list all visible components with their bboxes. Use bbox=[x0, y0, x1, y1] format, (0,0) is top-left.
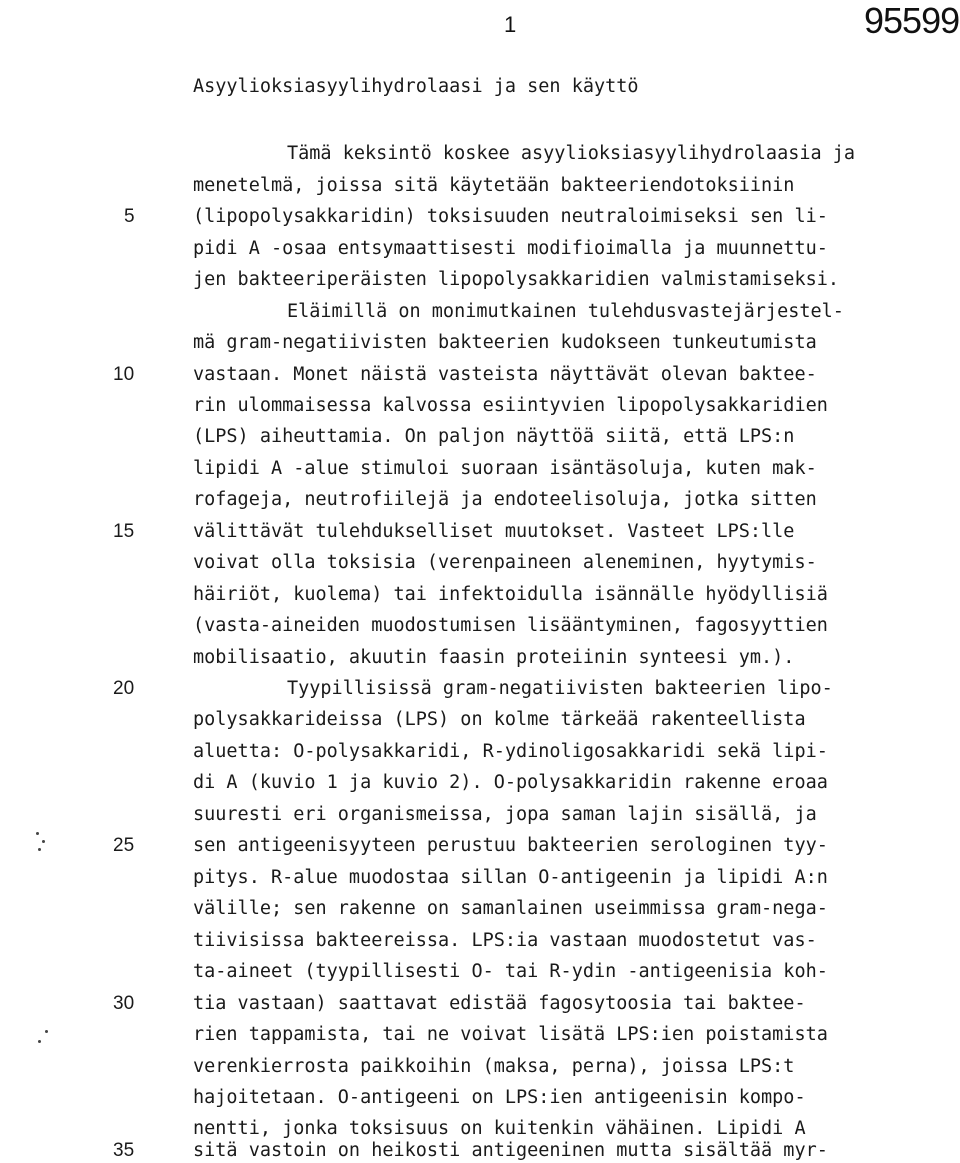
line-number: 15 bbox=[113, 521, 135, 542]
text-line: välittävät tulehdukselliset muutokset. Vasteet LPS:lle bbox=[193, 521, 795, 542]
text-line: voivat olla toksisia (verenpaineen aleneminen, hyytymis- bbox=[193, 552, 817, 573]
line-number: 35 bbox=[113, 1140, 135, 1161]
line-number: 20 bbox=[113, 678, 135, 699]
text-line: hajoitetaan. O-antigeeni on LPS:ien antigeenisin kompo- bbox=[193, 1087, 806, 1108]
text-line: mä gram-negatiivisten bakteerien kudokseen tunkeutumista bbox=[193, 332, 817, 353]
text-line: aluetta: O-polysakkaridi, R-ydinoligosakkaridi sekä lipi- bbox=[193, 741, 828, 762]
scan-speck bbox=[42, 840, 45, 843]
text-line: nentti, jonka toksisuus on kuitenkin vähäinen. Lipidi A bbox=[193, 1118, 806, 1139]
document-number: 95599 bbox=[864, 0, 960, 41]
text-line: rien tappamista, tai ne voivat lisätä LPS:ien poistamista bbox=[193, 1024, 828, 1045]
text-line: (LPS) aiheuttamia. On paljon näyttöä siitä, että LPS:n bbox=[193, 426, 795, 447]
scan-speck bbox=[38, 1040, 41, 1043]
line-number: 25 bbox=[113, 835, 135, 856]
text-line: pidi A -osaa entsymaattisesti modifioimalla ja muunnettu- bbox=[193, 238, 828, 259]
text-line: verenkierrosta paikkoihin (maksa, perna), joissa LPS:t bbox=[193, 1056, 795, 1077]
text-line: Tyypillisissä gram-negatiivisten bakteerien lipo- bbox=[287, 678, 833, 699]
line-number: 5 bbox=[124, 206, 135, 227]
text-line: polysakkarideissa (LPS) on kolme tärkeää rakenteellista bbox=[193, 709, 806, 730]
text-line: (lipopolysakkaridin) toksisuuden neutraloimiseksi sen li- bbox=[193, 206, 828, 227]
text-line: rofageja, neutrofiilejä ja endoteelisoluja, jotka sitten bbox=[193, 489, 817, 510]
text-line: sen antigeenisyyteen perustuu bakteerien serologinen tyy- bbox=[193, 835, 828, 856]
text-line: (vasta-aineiden muodostumisen lisääntyminen, fagosyyttien bbox=[193, 615, 828, 636]
text-line: Eläimillä on monimutkainen tulehdusvastejärjestel- bbox=[287, 301, 844, 322]
text-line: lipidi A -alue stimuloi suoraan isäntäsoluja, kuten mak- bbox=[193, 458, 817, 479]
line-number: 30 bbox=[113, 993, 135, 1014]
text-line: jen bakteeriperäisten lipopolysakkaridien valmistamiseksi. bbox=[193, 269, 840, 290]
text-line: ta-aineet (tyypillisesti O- tai R-ydin -antigeenisia koh- bbox=[193, 961, 828, 982]
scan-speck bbox=[36, 832, 39, 835]
text-line: di A (kuvio 1 ja kuvio 2). O-polysakkaridin rakenne eroaa bbox=[193, 772, 828, 793]
text-line: pitys. R-alue muodostaa sillan O-antigeenin ja lipidi A:n bbox=[193, 867, 828, 888]
text-line: tiivisissa bakteereissa. LPS:ia vastaan muodostetut vas- bbox=[193, 930, 817, 951]
text-line: Tämä keksintö koskee asyylioksiasyylihydrolaasia ja bbox=[287, 143, 856, 164]
text-line: häiriöt, kuolema) tai infektoidulla isännälle hyödyllisiä bbox=[193, 584, 828, 605]
document-title: Asyylioksiasyylihydrolaasi ja sen käyttö bbox=[193, 76, 639, 97]
scan-speck bbox=[38, 848, 41, 851]
text-line: suuresti eri organismeissa, jopa saman lajin sisällä, ja bbox=[193, 804, 817, 825]
text-line: vastaan. Monet näistä vasteista näyttävät olevan baktee- bbox=[193, 364, 817, 385]
text-line: menetelmä, joissa sitä käytetään bakteeriendotoksiinin bbox=[193, 175, 795, 196]
text-line: mobilisaatio, akuutin faasin proteiinin synteesi ym.). bbox=[193, 647, 795, 668]
line-number: 10 bbox=[113, 364, 135, 385]
page-number: 1 bbox=[504, 12, 517, 37]
text-line: rin ulommaisessa kalvossa esiintyvien lipopolysakkaridien bbox=[193, 395, 828, 416]
scan-speck bbox=[45, 1030, 48, 1033]
text-line: tia vastaan) saattavat edistää fagosytoosia tai baktee- bbox=[193, 993, 806, 1014]
text-line: välille; sen rakenne on samanlainen useimmissa gram-nega- bbox=[193, 898, 828, 919]
text-line: sitä vastoin on heikosti antigeeninen mutta sisältää myr- bbox=[193, 1140, 828, 1161]
